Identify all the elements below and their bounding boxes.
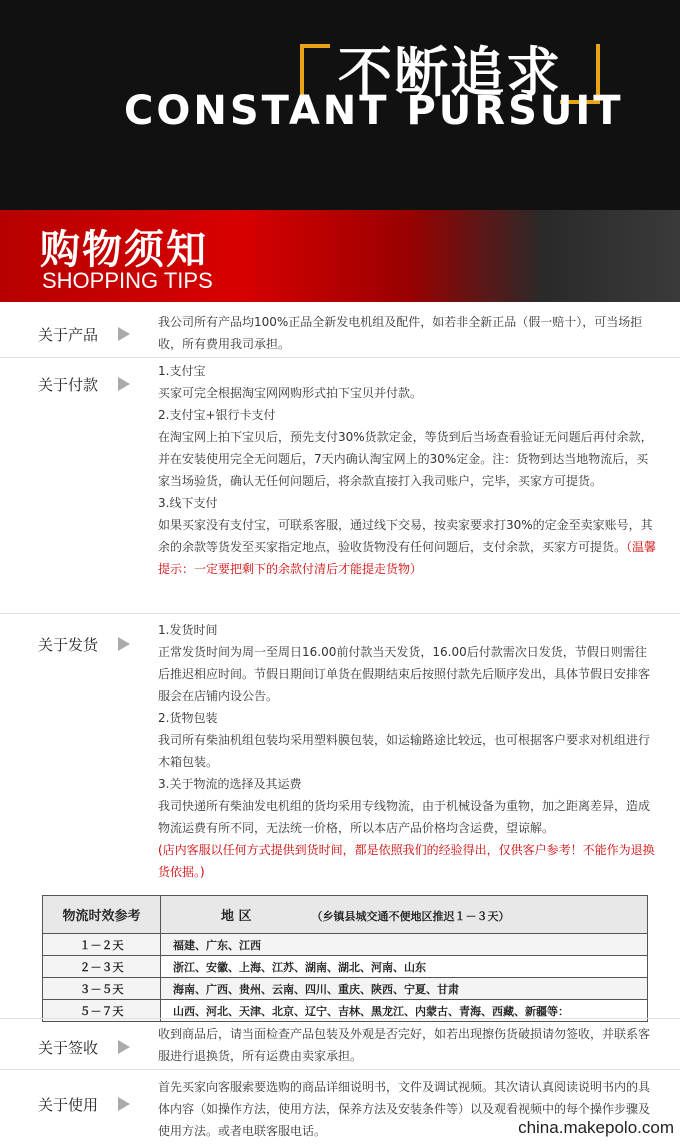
body-text: 如果买家没有支付宝，可联系客服，通过线下交易，按卖家要求打30%的定金至卖家账号，其余的余款等货发至买家指定地点，验收货物没有任何问题后，支付余款，买家方可提货。 (158, 518, 653, 554)
watermark: china.makepolo.com (518, 1118, 674, 1137)
play-arrow-icon (118, 637, 130, 651)
note-text: (店内客服以任何方式提供到货时间，都是依照我们的经验得出，仅供客户参考！不能作为退换货依据。) (158, 843, 655, 879)
section-payment (0, 358, 680, 614)
section-product (0, 302, 680, 358)
logistics-table (42, 895, 648, 1022)
body-line: 3.线下支付 (158, 496, 218, 510)
section-label: 关于付款 (38, 376, 99, 394)
play-arrow-icon (118, 1040, 130, 1054)
body-line: 我公司所有产品均100%正品全新发电机组及配件，如若非全新正品（假一赔十），可当场拒收，所有费用我司承担。 (158, 315, 643, 351)
body-line: 首先买家向客服索要选购的商品详细说明书，文件及调试视频。其次请认真阅读说明书内的具体内容（如操作方法，使用方法，保养方法及安装条件等）以及观看视频中的每个操作步骤及使用方法。或者电联客服电话。 (158, 1080, 651, 1138)
table-header-region: 地 区 (221, 909, 252, 924)
body-line: 我司所有柴油机组包装均采用塑料膜包装，如运输路途比较远，也可根据客户要求对机组进行木箱包装。 (158, 733, 651, 769)
section-label: 关于使用 (38, 1096, 99, 1114)
body-line: 1.支付宝 (158, 364, 206, 378)
play-arrow-icon (118, 327, 130, 341)
play-arrow-icon (118, 1097, 130, 1111)
play-arrow-icon (118, 377, 130, 391)
body-line: 2.货物包装 (158, 711, 218, 725)
section-body (158, 311, 658, 355)
section-receipt (0, 1018, 680, 1070)
table-row (43, 934, 648, 956)
section-body (158, 1023, 658, 1067)
body-line: 收到商品后，请当面检查产品包装及外观是否完好，如若出现擦伤货破损请勿签收，并联系客服进行退换货，所有运费由卖家承担。 (158, 1027, 651, 1063)
table-header-cell (161, 896, 648, 934)
body-line (158, 514, 658, 580)
table-header-note: （乡镇县城交通不便地区推迟１－３天） (311, 910, 510, 923)
shopping-tips-en-title: SHOPPING TIPS (42, 268, 213, 293)
section-label: 关于产品 (38, 326, 99, 344)
table-header-row (43, 896, 648, 934)
table-cell-days: ５－７天 (43, 1000, 161, 1022)
body-line: 3.关于物流的选择及其运费 (158, 777, 302, 791)
table-cell-regions: 浙江、安徽、上海、江苏、湖南、湖北、河南、山东 (161, 956, 648, 978)
table-header-cell: 物流时效参考 (43, 896, 161, 934)
shopping-tips-banner (0, 210, 680, 302)
table-cell-days: ３－５天 (43, 978, 161, 1000)
body-line: 1.发货时间 (158, 623, 218, 637)
section-label: 关于发货 (38, 636, 99, 654)
banner-cn-title: 不断追求 (338, 41, 562, 104)
section-label: 关于签收 (38, 1039, 99, 1057)
table-cell-regions: 山西、河北、天津、北京、辽宁、吉林、黑龙江、内蒙古、青海、西藏、新疆等： (161, 1000, 648, 1022)
table-cell-regions: 海南、广西、贵州、云南、四川、重庆、陕西、宁夏、甘肃 (161, 978, 648, 1000)
warning-text: （温馨提示：一定要把剩下的余款付清后才能提走货物） (158, 540, 657, 576)
table-row (43, 956, 648, 978)
body-line: 我司快递所有柴油发电机组的货均采用专线物流，由于机械设备为重物，加之距离差异，造成物流运费有所不同，无法统一价格，所以本店产品价格均含运费，望谅解。 (158, 799, 651, 835)
body-line: 买家可完全根据淘宝网网购形式拍下宝贝并付款。 (158, 386, 423, 400)
table-row (43, 978, 648, 1000)
table-cell-regions: 福建、广东、江西 (161, 934, 648, 956)
body-line: 2.支付宝+银行卡支付 (158, 408, 276, 422)
section-body (158, 360, 658, 580)
banner-en-title: CONSTANT PURSUIT (124, 88, 624, 134)
body-line: 正常发货时间为周一至周日16.00前付款当天发货，16.00后付款需次日发货，节假日则需往后推迟相应时间。节假日期间订单货在假期结束后按照付款先后顺序发出，具体节假日安排客服会在店铺内设公告。 (158, 645, 651, 703)
body-line: 在淘宝网上拍下宝贝后，预先支付30%货款定金，等货到后当场查看验证无问题后再付余款，并在安装使用完全无问题后，7天内确认淘宝网上的30%定金。注：货物到达当地物流后，买家当场验货，确认无任何问题后，将余款直接打入我司账户，完毕，买家方可提货。 (158, 430, 653, 488)
table-cell-days: １－２天 (43, 934, 161, 956)
section-body (158, 619, 658, 883)
top-banner (0, 0, 680, 210)
table-cell-days: ２－３天 (43, 956, 161, 978)
shopping-tips-cn-title: 购物须知 (40, 226, 208, 273)
